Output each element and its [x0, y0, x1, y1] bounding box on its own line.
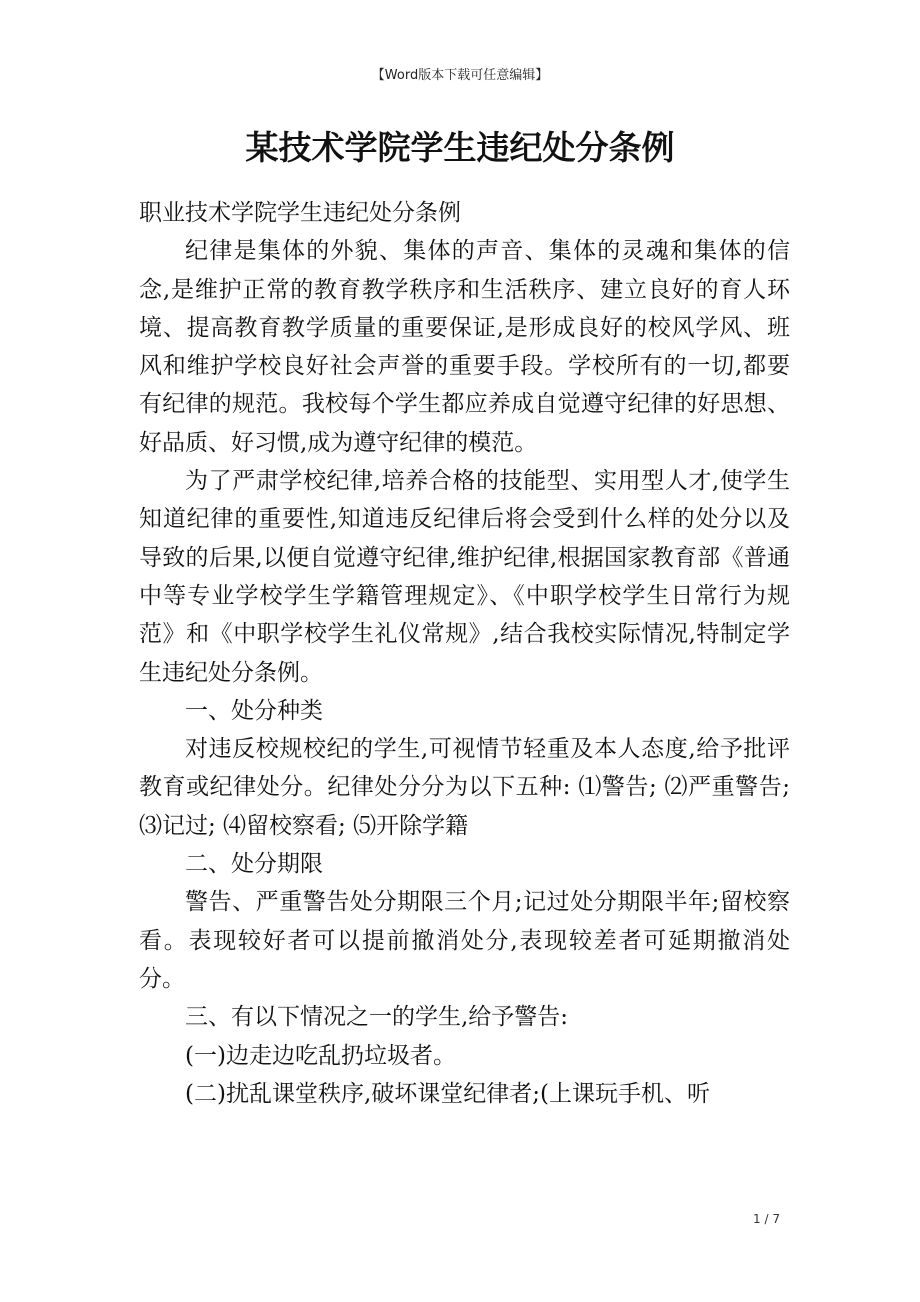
- paragraph-intro: 纪律是集体的外貌、集体的声音、集体的灵魂和集体的信念,是维护正常的教育教学秩序和生活秩序、建立良好的育人环境、提高教育教学质量的重要保证,是形成良好的校风学风、班风和维护学校良好社会声誉的重要手段。学校所有的一切,都要有纪律的规范。我校每个学生都应养成自觉遵守纪律的好思想、好品质、好习惯,成为遵守纪律的模范。: [139, 238, 790, 456]
- list-item-warning-2: (二)扰乱课堂秩序,破坏课堂纪律者;(上课玩手机、听: [185, 1080, 710, 1107]
- list-item-warning-1: (一)边走边吃乱扔垃圾者。: [185, 1042, 456, 1069]
- page-number: 1 / 7: [753, 1212, 780, 1226]
- paragraph-types: 对违反校规校纪的学生,可视情节轻重及本人态度,给予批评教育或纪律处分。纪律处分分为以下五种: ⑴警告; ⑵严重警告; ⑶记过; ⑷留校察看; ⑸开除学籍: [139, 736, 790, 839]
- section-heading-period: 二、处分期限: [185, 851, 323, 878]
- document-body: [139, 194, 790, 1113]
- section-heading-types: 一、处分种类: [185, 697, 323, 724]
- document-subtitle: 职业技术学院学生违纪处分条例: [139, 200, 461, 226]
- section-heading-warning: 三、有以下情况之一的学生,给予警告:: [185, 1004, 569, 1031]
- page-header: 【Word版本下载可任意编辑】: [371, 68, 549, 83]
- paragraph-purpose: 为了严肃学校纪律,培养合格的技能型、实用型人才,使学生知道纪律的重要性,知道违反纪律后将会受到什么样的处分以及导致的后果,以便自觉遵守纪律,维护纪律,根据国家教育部《普通中等专业学校学生学籍管理规定》、《中职学校学生日常行为规范》和《中职学校学生礼仪常规》,结合我校实际情况,特制定学生违纪处分条例。: [139, 468, 790, 686]
- paragraph-period: 警告、严重警告处分期限三个月;记过处分期限半年;留校察看。表现较好者可以提前撤消处分,表现较差者可延期撤消处分。: [139, 889, 790, 992]
- document-title: 某技术学院学生违纪处分条例: [245, 128, 675, 167]
